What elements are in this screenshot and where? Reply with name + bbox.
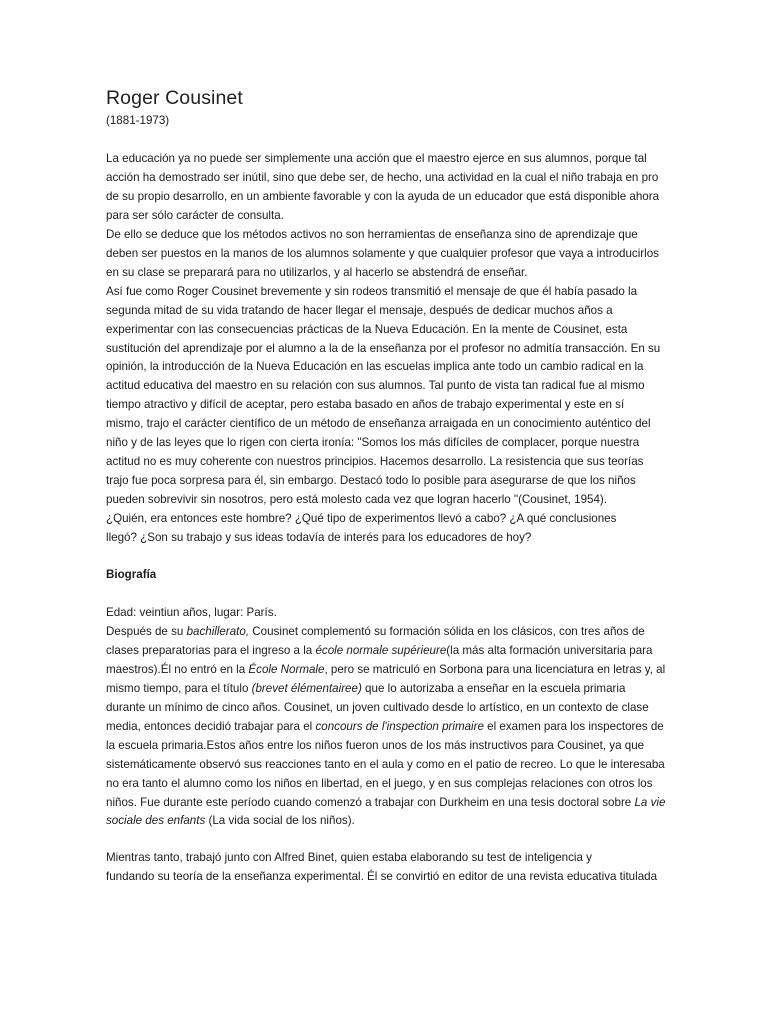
text-line: sustitución del aprendizaje por el alumno a la de la enseñanza por el profesor no admitía transacción. En su xyxy=(106,341,661,355)
text-line: de su propio desarrollo, en un ambiente favorable y con la ayuda de un educador que está disponible ahora xyxy=(106,189,660,203)
section-heading-biografia: Biografía xyxy=(106,568,157,582)
text-line: niños. Fue durante este período cuando comenzó a trabajar con Durkheim en una tesis doctoral sobre La vie xyxy=(106,795,666,809)
text-line: en su clase se preparará para no utilizarlos, y al hacerlo se abstendrá de enseñar. xyxy=(106,265,528,279)
text-line: segunda mitad de su vida tratando de hacer llegar el mensaje, después de dedicar muchos años a xyxy=(106,303,613,317)
text-line: De ello se deduce que los métodos activos no son herramientas de enseñanza sino de aprendizaje que xyxy=(106,227,638,241)
text-line: fundando su teoría de la enseñanza experimental. Él se convirtió en editor de una revista educativa titulada xyxy=(106,870,658,884)
text-line: La educación ya no puede ser simplemente una acción que el maestro ejerce en sus alumnos, porque tal xyxy=(106,152,647,165)
text-line: acción ha demostrado ser inútil, sino que debe ser, de hecho, una actividad en la cual el niño trabaja en pro xyxy=(106,170,659,184)
document-title: Roger Cousinet xyxy=(106,87,243,109)
life-dates: (1881-1973) xyxy=(106,114,170,127)
text-line: actitud educativa del maestro en su relación con sus alumnos. Tal punto de vista tan radical fue al mismo xyxy=(106,379,645,393)
text-line: clases preparatorias para el ingreso a la école normale supérieure(la más alta formación universitaria para xyxy=(106,643,653,657)
text-line: pueden sobrevivir sin nosotros, pero está molesto cada vez que logran hacerlo "(Cousinet, 1954). xyxy=(106,493,607,507)
text-line: deben ser puestos en la manos de los alumnos solamente y que cualquier profesor que vaya a introducirlos xyxy=(106,246,659,260)
text-line: para ser sólo carácter de consulta. xyxy=(106,208,284,222)
text-line: Después de su bachillerato, Cousinet complementó su formación sólida en los clásicos, con tres años de xyxy=(106,624,645,638)
text-line: mismo tiempo, para el título (brevet élémentairee) que lo autorizaba a enseñar en la escuela primaria xyxy=(106,681,626,695)
italic-term: bachillerato, xyxy=(186,624,250,638)
closing-paragraph xyxy=(106,849,666,887)
italic-term: École Normale xyxy=(248,662,325,676)
text-line: Edad: veintiun años, lugar: París. xyxy=(106,605,277,619)
biography-paragraph xyxy=(106,604,666,831)
text-line: no era tanto el alumno como los niños en libertad, en el juego, y en sus complejas relaciones con otros los xyxy=(106,776,653,790)
text-line: tiempo atractivo y difícil de aceptar, pero estaba basado en años de trabajo experimental y este en sí xyxy=(106,398,625,412)
text-line: actitud no es muy coherente con nuestros principios. Hacemos desarrollo. La resistencia que sus teorías xyxy=(106,455,644,469)
italic-term: (brevet élémentairee) xyxy=(251,681,362,695)
text-line: sociale des enfants (La vida social de los niños). xyxy=(106,814,355,828)
text-line: experimentar con las consecuencias prácticas de la Nueva Educación. En la mente de Cousinet, esta xyxy=(106,322,628,336)
intro-paragraph xyxy=(106,150,666,548)
italic-term: école normale supérieure xyxy=(315,643,447,657)
text-line: trajo fue poca sorpresa para él, sin embargo. Destacó todo lo posible para asegurarse de que los niños xyxy=(106,474,636,488)
italic-term: sociale des enfants xyxy=(106,814,206,828)
text-line: niño y de las leyes que lo rigen con cierta ironía: "Somos los más difíciles de complacer, porque nuestra xyxy=(106,436,640,450)
text-line: Así fue como Roger Cousinet brevemente y sin rodeos transmitió el mensaje de que él había pasado la xyxy=(106,284,638,298)
text-line: la escuela primaria.Estos años entre los niños fueron unos de los más instructivos para Cousinet, ya que xyxy=(106,738,645,752)
text-line: Mientras tanto, trabajó junto con Alfred Binet, quien estaba elaborando su test de inteligencia y xyxy=(106,851,592,865)
text-line: llegó? ¿Son su trabajo y sus ideas todavía de interés para los educadores de hoy? xyxy=(106,531,532,545)
text-line: sistemáticamente observó sus reacciones tanto en el aula y como en el patio de recreo. Lo que le interesaba xyxy=(106,757,665,771)
text-line: durante un mínimo de cinco años. Cousinet, un joven cultivado desde lo artístico, en un contexto de clase xyxy=(106,700,649,714)
text-line: maestros).Él no entró en la École Normale, pero se matriculó en Sorbona para una licenciatura en letras y, al xyxy=(106,662,666,676)
document-body xyxy=(106,86,666,887)
text-line: opinión, la introducción de la Nueva Educación en las escuelas implica ante todo un cambio radical en la xyxy=(106,360,644,374)
text-line: mismo, trajo el carácter científico de un método de enseñanza arraigada en un conocimiento auténtico del xyxy=(106,417,651,431)
text-line: media, entonces decidió trabajar para el concours de l'inspection primaire el examen para los inspectores de xyxy=(106,719,664,733)
italic-term: La vie xyxy=(634,795,666,809)
italic-term: concours de l'inspection primaire xyxy=(315,719,484,733)
text-line: ¿Quién, era entonces este hombre? ¿Qué tipo de experimentos llevó a cabo? ¿A qué conclusiones xyxy=(106,512,617,526)
